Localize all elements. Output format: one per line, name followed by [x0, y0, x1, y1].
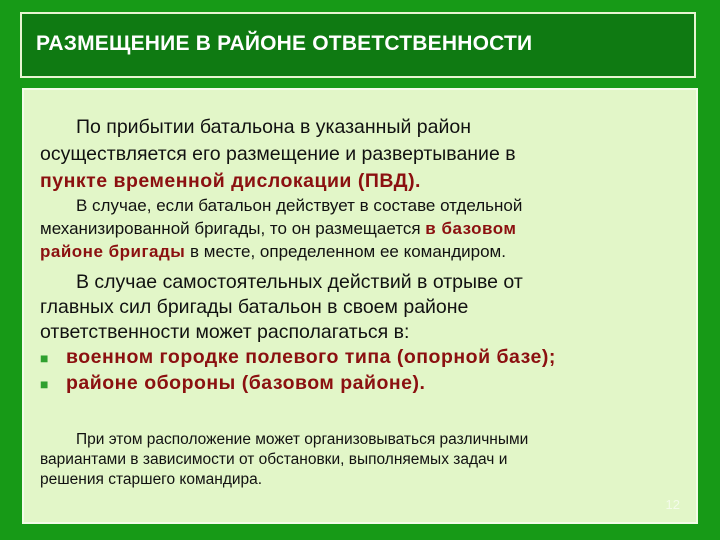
paragraph-arrival	[40, 114, 516, 195]
brigade-line-2: механизированной бригады, то он размещается	[40, 219, 426, 238]
paragraph-brigade	[40, 194, 522, 263]
square-bullet-icon: ■	[40, 350, 49, 366]
location-line-1: При этом расположение может организовываться различными	[76, 431, 529, 448]
title-bar	[20, 12, 696, 78]
location-line-3: решения старшего командира.	[40, 471, 263, 488]
independent-line-3: ответственности может располагаться в:	[40, 321, 410, 343]
brigade-line-1: В случае, если батальон действует в составе отдельной	[76, 196, 523, 215]
arrival-line-2: осуществляется его размещение и развертывание в	[40, 143, 516, 165]
arrival-line-1: По прибытии батальона в указанный район	[76, 116, 471, 138]
page-number: 12	[665, 497, 680, 512]
list-item-text: районе обороны (базовом районе).	[66, 372, 426, 394]
paragraph-independent	[40, 270, 556, 397]
independent-line-1: В случае самостоятельных действий в отрыве от	[76, 271, 523, 293]
content-panel	[22, 88, 698, 524]
list-item	[40, 371, 556, 397]
list-item	[40, 345, 556, 371]
square-bullet-icon: ■	[40, 376, 49, 392]
paragraph-location	[40, 430, 528, 490]
arrival-line-3-emphasis: пункте временной дислокации (ПВД).	[40, 170, 421, 192]
list-item-text: военном городке полевого типа (опорной базе);	[66, 346, 556, 368]
brigade-line-2-emphasis: в базовом	[425, 219, 517, 238]
brigade-line-3: в месте, определенном ее командиром.	[185, 242, 506, 261]
independent-line-2: главных сил бригады батальон в своем районе	[40, 296, 469, 318]
location-line-2: вариантами в зависимости от обстановки, выполняемых задач и	[40, 451, 508, 468]
slide-title: РАЗМЕЩЕНИЕ В РАЙОНЕ ОТВЕТСТВЕННОСТИ	[36, 32, 533, 55]
brigade-line-3-emphasis: районе бригады	[40, 242, 186, 261]
